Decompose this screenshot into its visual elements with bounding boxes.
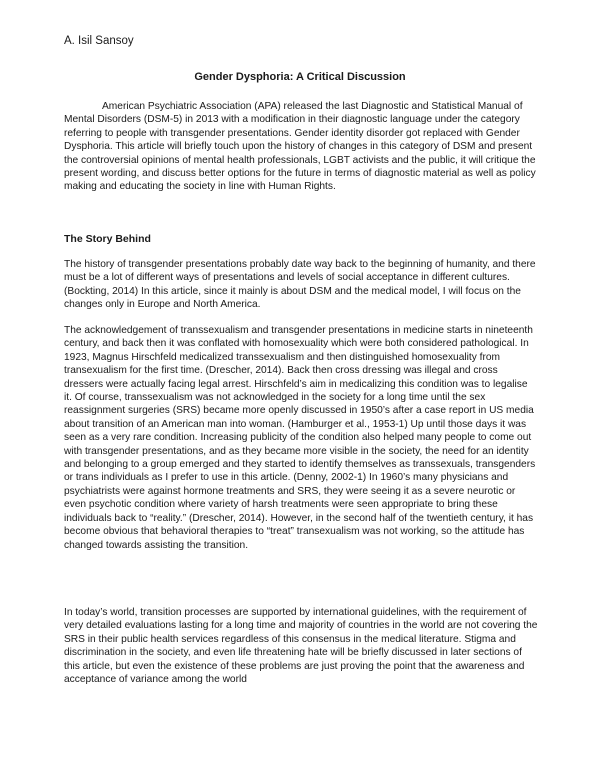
body-paragraph-3: In today’s world, transition processes are supported by international guidelines, with the requirement of very detailed evaluations lasting for a long time and majority of countries in the world are not covering the SRS in their public health services regardless of this consensus in the medical literature. Stigma and discrimination in the society, and even life threatening hate will be briefly discussed in later sections of this article, but even the existence of these problems are just proving the point that the awareness and acceptance of variance among the world [64, 607, 538, 686]
body-paragraph-2: The acknowledgement of transsexualism and transgender presentations in medicine starts in nineteenth century, and back then it was conflated with homosexuality which were both considered pathological. In 1923, Magnus Hirschfeld medicalized transsexualism and then distinguished homosexuality from transexualism for the first time. (Drescher, 2014). Back then cross dressing was illegal and cross dressers were actually facing legal arrest. Hirschfeld’s aim in medicalizing this condition was to legalise it. Of course, transsexualism was not acknowledged in the society for a long time until the sex reassignment surgeries (SRS) became more openly discussed in 1950’s after a case report in US media about transition of an American man into woman. (Hamburger et al., 1953-1) Up until those days it was seen as a very rare condition. Increasing publicity of the condition also helped many people to come out with transgender presentations, and as they became more visible in the society, the need for an identity and belonging to a group emerged and they started to identify themselves as transsexuals, transgenders or trans individuals as I prefer to use in this article. (Denny, 2002-1) In 1960’s many physicians and psychiatrists were against hormone treatments and SRS, they were seeing it as a severe neurotic or even psychotic condition where variety of harsh treatments were seen appropriate to bring these individuals back to “reality.” (Drescher, 2014). However, in the second half of the twentieth century, it has become obvious that behavioral therapies to “treat” transexualism was not working, so the attitude has changed towards assisting the transition. [64, 325, 536, 551]
section-heading: The Story Behind [64, 233, 151, 245]
author-name: A. Isil Sansoy [64, 35, 134, 47]
intro-paragraph: American Psychiatric Association (APA) released the last Diagnostic and Statistical Manual of Mental Disorders (DSM-5) in 2013 with a modification in their diagnostic language under the category referring to people with transgender presentations. Gender identity disorder got replaced with Gender Dysphoria. This article will briefly touch upon the history of changes in this category of DSM and present the controversial opinions of mental health professionals, LGBT activists and the public, it will critique the present wording, and discuss better options for the future in terms of diagnostic material as well as policy making and educating the society in line with Human Rights. [64, 101, 536, 193]
body-paragraph-1: The history of transgender presentations probably date way back to the beginning of humanity, and there must be a lot of different ways of presentations and levels of social acceptance in different cultures. (Bockting, 2014) In this article, since it mainly is about DSM and the medical model, I will focus on the changes only in Europe and North America. [64, 259, 536, 311]
document-title: Gender Dysphoria: A Critical Discussion [194, 71, 406, 83]
